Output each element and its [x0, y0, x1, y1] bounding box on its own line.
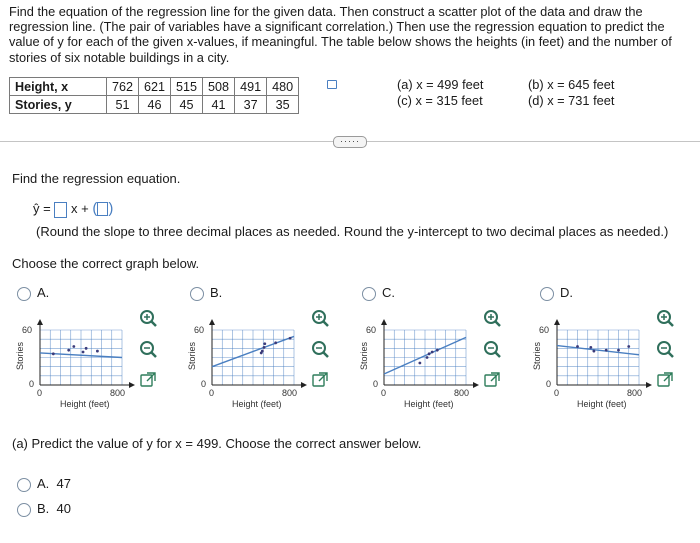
- data-table: [9, 77, 299, 114]
- y-axis-label: Stories: [532, 341, 543, 371]
- zoom-in-icon[interactable]: [138, 308, 158, 328]
- answer-option-a[interactable]: [17, 476, 71, 492]
- data-point: [617, 349, 620, 352]
- row-label-height: Height, x: [10, 78, 107, 96]
- x-tick-800: 800: [110, 388, 126, 398]
- y-axis-arrow: [381, 319, 387, 325]
- option-label-c: C.: [382, 285, 395, 300]
- table-cell: 46: [139, 96, 171, 114]
- table-cell: 45: [171, 96, 203, 114]
- data-point: [72, 345, 75, 348]
- y-axis-label: Stories: [187, 341, 198, 371]
- zoom-out-icon[interactable]: [482, 339, 502, 359]
- plot-grid: [557, 330, 639, 385]
- data-point: [605, 349, 608, 352]
- x-tick-0: 0: [209, 388, 215, 398]
- x-tick-800: 800: [627, 388, 643, 398]
- x-tick-0: 0: [381, 388, 387, 398]
- open-new-window-icon[interactable]: [482, 370, 502, 390]
- y-axis-arrow: [554, 319, 560, 325]
- answer-option-b[interactable]: [17, 501, 71, 517]
- slope-input[interactable]: [54, 202, 67, 218]
- data-point: [85, 347, 88, 350]
- copy-data-icon[interactable]: [327, 80, 337, 89]
- prediction-b: (b) x = 645 feet: [528, 77, 615, 92]
- open-new-window-icon[interactable]: [138, 370, 158, 390]
- equation-row: [33, 200, 113, 218]
- x-tick-800: 800: [282, 388, 298, 398]
- zoom-in-icon[interactable]: [310, 308, 330, 328]
- x-axis-label: Height (feet): [577, 399, 627, 409]
- x-tick-0: 0: [37, 388, 43, 398]
- x-axis-arrow: [301, 382, 307, 388]
- x-axis-label: Height (feet): [232, 399, 282, 409]
- x-tick-0: 0: [554, 388, 560, 398]
- data-point: [289, 337, 292, 340]
- data-point: [96, 350, 99, 353]
- data-point: [263, 346, 266, 349]
- equation-prompt: Find the regression equation.: [12, 171, 181, 186]
- zoom-in-icon[interactable]: [482, 308, 502, 328]
- graph-option-b[interactable]: [190, 285, 222, 301]
- y-axis-arrow: [209, 319, 215, 325]
- zoom-in-icon[interactable]: [655, 308, 675, 328]
- data-point: [263, 342, 266, 345]
- rounding-note: (Round the slope to three decimal places as needed. Round the y-intercept to two decimal places as needed.): [36, 224, 669, 239]
- intercept-input[interactable]: ( ): [92, 200, 114, 217]
- table-cell: 37: [235, 96, 267, 114]
- graph-option-d[interactable]: [540, 285, 573, 301]
- table-cell: 508: [203, 78, 235, 96]
- data-point: [627, 345, 630, 348]
- prediction-d: (d) x = 731 feet: [528, 93, 615, 108]
- table-cell: 41: [203, 96, 235, 114]
- prediction-c: (c) x = 315 feet: [397, 93, 483, 108]
- graph-choice-prompt: Choose the correct graph below.: [12, 256, 200, 271]
- option-label-a: A.: [37, 285, 50, 300]
- part-a-question: (a) Predict the value of y for x = 499. Choose the correct answer below.: [12, 436, 422, 451]
- problem-instructions: Find the equation of the regression line for the given data. Then construct a scatter plot of the data and draw the regression line. (The pair of variables have a significant correlation.) Then use the regression equation to predict the value of y for each of the given x-values, if meaningful. The table below shows the heights (in feet) and the number of stories of six notable buildings in a city.: [9, 4, 672, 65]
- zoom-out-icon[interactable]: [310, 339, 330, 359]
- y-tick-0: 0: [29, 379, 35, 389]
- y-hat-symbol: ŷ: [33, 201, 40, 216]
- y-tick-60: 60: [539, 325, 550, 335]
- data-point: [589, 346, 592, 349]
- x-axis-arrow: [473, 382, 479, 388]
- table-cell: 621: [139, 78, 171, 96]
- data-point: [426, 356, 429, 359]
- equals-sign: =: [43, 201, 51, 216]
- graph-option-c[interactable]: [362, 285, 395, 301]
- table-row-height: [10, 78, 299, 96]
- data-point: [418, 362, 421, 365]
- row-label-stories: Stories, y: [10, 96, 107, 114]
- expand-more-button[interactable]: ·····: [333, 136, 367, 148]
- answer-value-b: 40: [56, 501, 71, 516]
- radio-d[interactable]: [540, 287, 554, 301]
- prediction-a: (a) x = 499 feet: [397, 77, 484, 92]
- table-cell: 491: [235, 78, 267, 96]
- data-point: [67, 349, 70, 352]
- answer-label-b: B.: [37, 501, 50, 516]
- open-new-window-icon[interactable]: [655, 370, 675, 390]
- table-cell: 762: [107, 78, 139, 96]
- y-tick-60: 60: [22, 325, 33, 335]
- data-point: [261, 350, 264, 353]
- y-tick-0: 0: [546, 379, 552, 389]
- data-table-wrapper: [9, 77, 299, 114]
- x-axis-label: Height (feet): [404, 399, 454, 409]
- x-axis-arrow: [646, 382, 652, 388]
- data-point: [52, 352, 55, 355]
- data-point: [593, 350, 596, 353]
- table-cell: 480: [267, 78, 299, 96]
- data-point: [428, 352, 431, 355]
- x-tick-800: 800: [454, 388, 470, 398]
- plot-grid: [384, 330, 466, 385]
- radio-b[interactable]: [190, 287, 204, 301]
- x-axis-label: Height (feet): [60, 399, 110, 409]
- option-label-d: D.: [560, 285, 573, 300]
- y-axis-arrow: [37, 319, 43, 325]
- y-axis-label: Stories: [359, 341, 370, 371]
- zoom-out-icon[interactable]: [655, 339, 675, 359]
- plot-grid: [212, 330, 294, 385]
- answer-radio-a[interactable]: [17, 478, 31, 492]
- table-row-stories: [10, 96, 299, 114]
- y-tick-0: 0: [201, 379, 207, 389]
- y-tick-60: 60: [194, 325, 205, 335]
- x-plus-text: x +: [70, 201, 89, 216]
- table-cell: 515: [171, 78, 203, 96]
- y-tick-0: 0: [373, 379, 379, 389]
- answer-radio-b[interactable]: [17, 503, 31, 517]
- data-point: [431, 351, 434, 354]
- data-point: [576, 345, 579, 348]
- y-tick-60: 60: [366, 325, 377, 335]
- answer-label-a: A.: [37, 476, 50, 491]
- radio-a[interactable]: [17, 287, 31, 301]
- x-axis-arrow: [129, 382, 135, 388]
- table-cell: 35: [267, 96, 299, 114]
- zoom-out-icon[interactable]: [138, 339, 158, 359]
- option-label-b: B.: [210, 285, 223, 300]
- table-cell: 51: [107, 96, 139, 114]
- y-axis-label: Stories: [15, 341, 26, 371]
- data-point: [82, 351, 85, 354]
- radio-c[interactable]: [362, 287, 376, 301]
- answer-value-a: 47: [56, 476, 71, 491]
- data-point: [274, 341, 277, 344]
- data-point: [436, 349, 439, 352]
- open-new-window-icon[interactable]: [310, 370, 330, 390]
- graph-option-a[interactable]: [17, 285, 49, 301]
